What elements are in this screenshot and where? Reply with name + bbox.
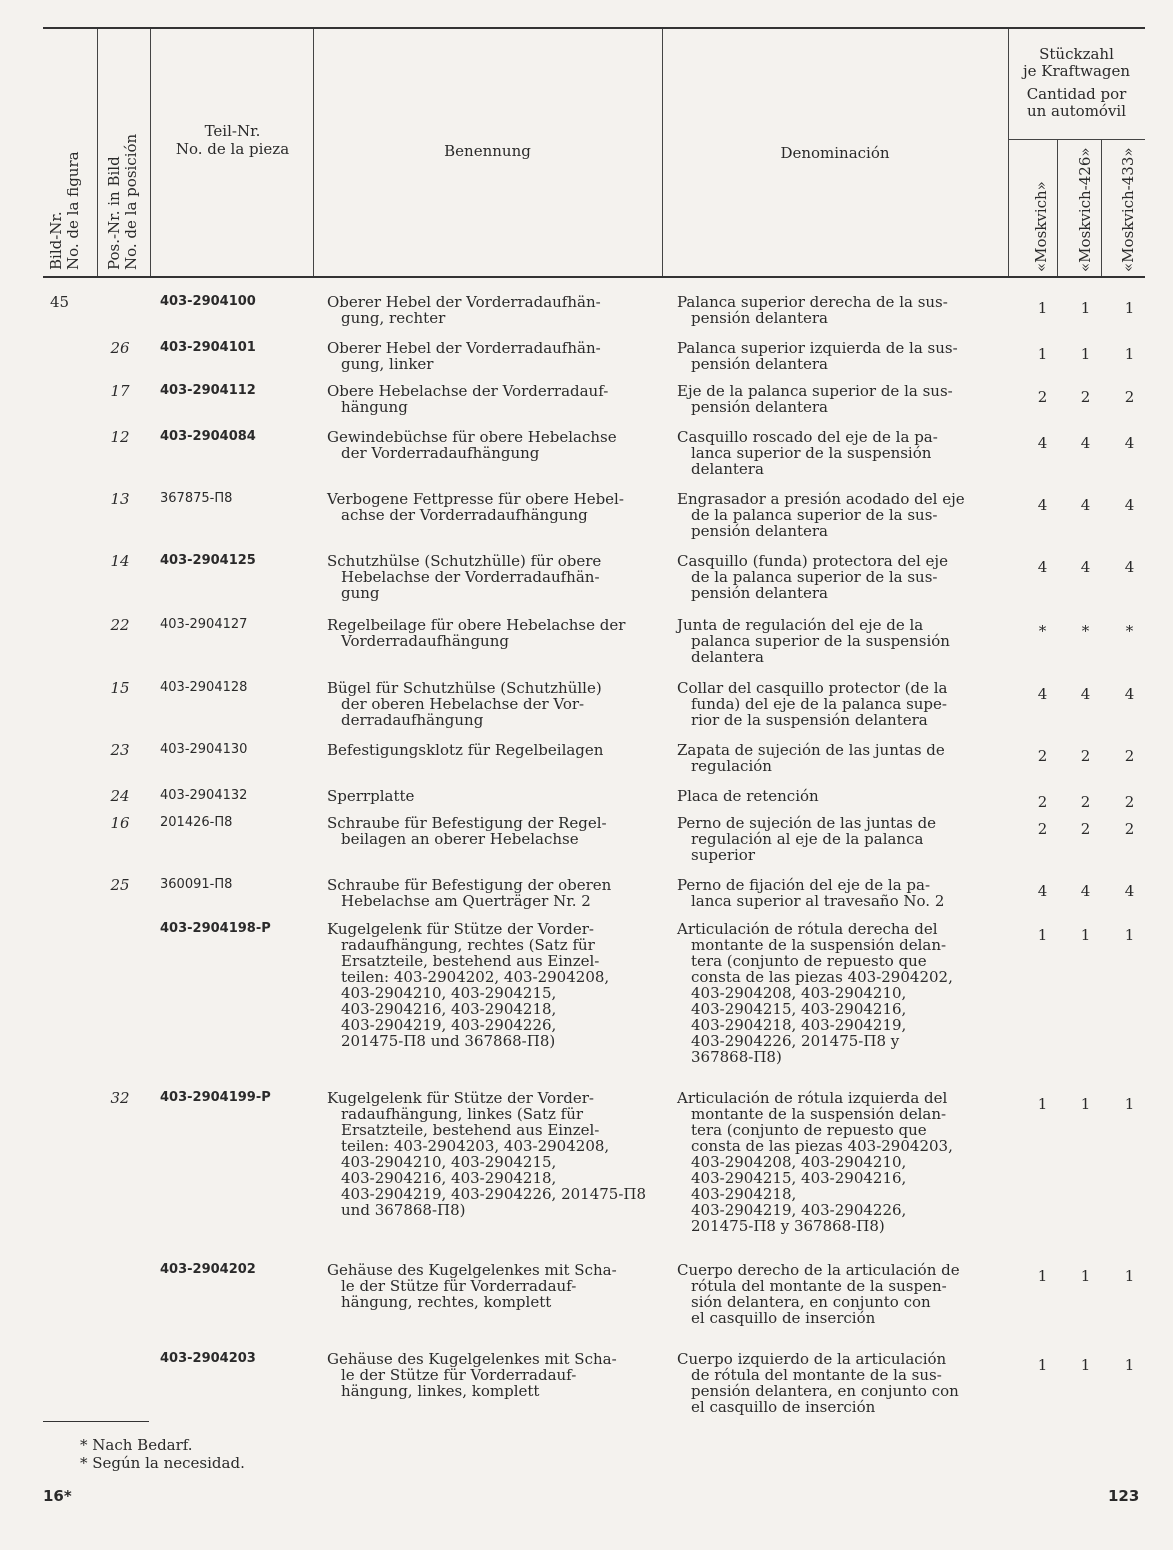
qty-moskvich-426: 4 <box>1080 558 1091 576</box>
footnote-german: * Nach Bedarf. <box>80 1436 193 1454</box>
teil-nr: 367875-П8 <box>160 491 233 506</box>
benennung-line: hängung, rechtes, komplett <box>341 1293 552 1311</box>
col-divider <box>1057 139 1058 276</box>
benennung-line: gung, rechter <box>341 309 446 327</box>
teil-nr: 403-2904084 <box>160 429 256 444</box>
denominacion-line: pensión delantera <box>691 584 828 602</box>
benennung-line: Gehäuse des Kugelgelenkes mit Scha- <box>327 1350 617 1368</box>
header-pos: Pos.-Nr. in Bild No. de la posición <box>105 133 140 270</box>
denominacion-line: Palanca superior derecha de la sus- <box>677 293 948 311</box>
denominacion-line: Cuerpo izquierdo de la articulación <box>677 1350 947 1368</box>
denominacion <box>677 491 995 539</box>
denominacion-line: consta de las piezas 403-2904202, <box>691 968 953 986</box>
benennung-line: 403-2904219, 403-2904226, 201475-П8 <box>341 1185 647 1203</box>
page-signature: 16* <box>43 1487 72 1505</box>
qty-moskvich-426: * <box>1081 622 1090 640</box>
denominacion-line: rior de la suspensión delantera <box>691 711 928 729</box>
denominacion-line: Perno de fijación del eje de la pa- <box>677 876 931 894</box>
denominacion <box>677 742 995 774</box>
qty-moskvich-433: 1 <box>1124 345 1135 363</box>
qty-moskvich-426: 1 <box>1080 299 1091 317</box>
denominacion-line: lanca superior de la suspensión <box>691 444 932 462</box>
benennung-line: derradaufhängung <box>341 711 484 729</box>
qty-moskvich-426: 4 <box>1080 882 1091 900</box>
qty-moskvich: 2 <box>1037 388 1048 406</box>
qty-moskvich-426: 2 <box>1080 388 1091 406</box>
benennung-line: Regelbeilage für obere Hebelachse der <box>327 616 626 634</box>
benennung <box>327 877 647 909</box>
benennung <box>327 553 647 601</box>
denominacion-line: de rótula del montante de la sus- <box>691 1366 942 1384</box>
header-stueckzahl: Stückzahl je Kraftwagen Cantidad por un automóvil <box>1022 45 1131 120</box>
teil-nr: 403-2904132 <box>160 788 248 803</box>
teil-nr: 403-2904112 <box>160 383 256 398</box>
qty-moskvich-426: 4 <box>1080 434 1091 452</box>
denominacion-line: lanca superior al travesaño No. 2 <box>691 892 945 910</box>
benennung-line: der Vorderradaufhängung <box>341 444 540 462</box>
denominacion-line: 403-2904219, 403-2904226, <box>691 1201 907 1219</box>
denominacion-line: tera (conjunto de repuesto que <box>691 1121 927 1139</box>
teil-nr: 403-2904128 <box>160 680 248 695</box>
benennung-line: Verbogene Fettpresse für obere Hebel- <box>327 490 624 508</box>
denominacion-line: consta de las piezas 403-2904203, <box>691 1137 953 1155</box>
benennung-line: Oberer Hebel der Vorderradaufhän- <box>327 339 601 357</box>
benennung-line: 201475-П8 und 367868-П8) <box>341 1032 556 1050</box>
qty-moskvich: 4 <box>1037 558 1048 576</box>
benennung-line: Vorderradaufhängung <box>341 632 509 650</box>
qty-moskvich-433: 2 <box>1124 820 1135 838</box>
pos-nr: 16 <box>110 814 130 832</box>
denominacion-line: montante de la suspensión delan- <box>691 1105 947 1123</box>
denominacion-line: Engrasador a presión acodado del eje <box>677 490 965 508</box>
pos-nr: 14 <box>110 552 130 570</box>
pos-nr: 12 <box>110 428 130 446</box>
denominacion <box>677 294 995 326</box>
benennung-line: le der Stütze für Vorderradauf- <box>341 1277 577 1295</box>
benennung-line: gung <box>341 584 380 602</box>
qty-moskvich: 1 <box>1037 1267 1048 1285</box>
denominacion-line: 403-2904215, 403-2904216, <box>691 1000 907 1018</box>
denominacion-line: pensión delantera <box>691 309 828 327</box>
qty-moskvich-433: 4 <box>1124 496 1135 514</box>
denominacion-line: el casquillo de inserción <box>691 1398 876 1416</box>
qty-moskvich: 4 <box>1037 434 1048 452</box>
benennung-line: radaufhängung, rechtes (Satz für <box>341 936 595 954</box>
denominacion <box>677 680 995 728</box>
teil-nr: 403-2904100 <box>160 294 256 309</box>
header-model-3: «Moskvich-433» <box>1119 147 1137 272</box>
denominacion-line: 201475-П8 y 367868-П8) <box>691 1217 885 1235</box>
denominacion-line: superior <box>691 846 756 864</box>
qty-moskvich: 2 <box>1037 747 1048 765</box>
denominacion-line: Zapata de sujeción de las juntas de <box>677 741 945 759</box>
qty-moskvich-433: 2 <box>1124 388 1135 406</box>
benennung-line: Ersatzteile, bestehend aus Einzel- <box>341 1121 600 1139</box>
benennung <box>327 383 647 415</box>
header-subrule <box>1008 139 1145 140</box>
denominacion-line: Articulación de rótula derecha del <box>677 920 938 938</box>
qty-moskvich: 1 <box>1037 345 1048 363</box>
denominacion <box>677 383 995 415</box>
benennung-line: Hebelachse der Vorderradaufhän- <box>341 568 600 586</box>
pos-nr: 25 <box>110 876 130 894</box>
denominacion-line: el casquillo de inserción <box>691 1309 876 1327</box>
col-divider <box>150 29 151 276</box>
denominacion-line: palanca superior de la suspensión <box>691 632 950 650</box>
pos-nr: 22 <box>110 616 130 634</box>
benennung <box>327 1262 647 1310</box>
benennung-line: teilen: 403-2904202, 403-2904208, <box>341 968 610 986</box>
qty-moskvich-433: 1 <box>1124 299 1135 317</box>
denominacion-line: montante de la suspensión delan- <box>691 936 947 954</box>
benennung-line: Kugelgelenk für Stütze der Vorder- <box>327 920 594 938</box>
denominacion-line: de la palanca superior de la sus- <box>691 506 938 524</box>
denominacion-line: pensión delantera <box>691 522 828 540</box>
benennung-line: 403-2904216, 403-2904218, <box>341 1169 557 1187</box>
denominacion-line: pensión delantera <box>691 398 828 416</box>
teil-nr: 201426-П8 <box>160 815 233 830</box>
pos-nr: 26 <box>110 339 130 357</box>
teil-nr: 403-2904198-P <box>160 921 271 936</box>
benennung <box>327 491 647 523</box>
qty-moskvich-426: 2 <box>1080 820 1091 838</box>
denominacion-line: Collar del casquillo protector (de la <box>677 679 948 697</box>
qty-moskvich-426: 1 <box>1080 1267 1091 1285</box>
denominacion <box>677 877 995 909</box>
denominacion <box>677 1090 995 1234</box>
qty-moskvich-426: 1 <box>1080 1095 1091 1113</box>
header-bottom-rule <box>43 276 1145 278</box>
benennung-line: Gewindebüchse für obere Hebelachse <box>327 428 617 446</box>
teil-nr: 403-2904130 <box>160 742 248 757</box>
teil-nr: 403-2904202 <box>160 1262 256 1277</box>
teil-nr: 403-2904101 <box>160 340 256 355</box>
bild-nr: 45 <box>50 293 70 311</box>
benennung-line: radaufhängung, linkes (Satz für <box>341 1105 584 1123</box>
denominacion-line: Articulación de rótula izquierda del <box>677 1089 948 1107</box>
denominacion-line: rótula del montante de la suspen- <box>691 1277 947 1295</box>
teil-nr: 360091-П8 <box>160 877 233 892</box>
teil-nr: 403-2904127 <box>160 617 248 632</box>
denominacion-line: 403-2904215, 403-2904216, <box>691 1169 907 1187</box>
qty-moskvich-433: 1 <box>1124 1356 1135 1374</box>
pos-nr: 23 <box>110 741 130 759</box>
qty-moskvich-433: 1 <box>1124 1267 1135 1285</box>
qty-moskvich: * <box>1038 622 1047 640</box>
benennung <box>327 429 647 461</box>
benennung <box>327 921 647 1049</box>
denominacion <box>677 788 995 804</box>
denominacion <box>677 553 995 601</box>
benennung-line: Hebelachse am Querträger Nr. 2 <box>341 892 591 910</box>
benennung-line: 403-2904210, 403-2904215, <box>341 1153 557 1171</box>
top-rule <box>43 27 1145 29</box>
denominacion-line: delantera <box>691 648 764 666</box>
qty-moskvich-433: 1 <box>1124 926 1135 944</box>
benennung <box>327 617 647 649</box>
denominacion-line: funda) del eje de la palanca supe- <box>691 695 947 713</box>
benennung-line: Befestigungsklotz für Regelbeilagen <box>327 741 604 759</box>
pos-nr: 13 <box>110 490 130 508</box>
qty-moskvich-433: 4 <box>1124 685 1135 703</box>
benennung-line: hängung <box>341 398 408 416</box>
denominacion-line: 403-2904208, 403-2904210, <box>691 984 907 1002</box>
denominacion-line: Eje de la palanca superior de la sus- <box>677 382 953 400</box>
benennung-line: Sperrplatte <box>327 787 415 805</box>
denominacion-line: delantera <box>691 460 764 478</box>
benennung-line: Oberer Hebel der Vorderradaufhän- <box>327 293 601 311</box>
denominacion-line: pensión delantera <box>691 355 828 373</box>
qty-moskvich-433: 4 <box>1124 434 1135 452</box>
denominacion <box>677 340 995 372</box>
teil-nr: 403-2904203 <box>160 1351 256 1366</box>
denominacion <box>677 921 995 1065</box>
denominacion <box>677 429 995 477</box>
denominacion-line: 403-2904218, 403-2904219, <box>691 1016 907 1034</box>
qty-moskvich: 1 <box>1037 1356 1048 1374</box>
benennung-line: Gehäuse des Kugelgelenkes mit Scha- <box>327 1261 617 1279</box>
qty-moskvich: 1 <box>1037 926 1048 944</box>
benennung-line: 403-2904216, 403-2904218, <box>341 1000 557 1018</box>
benennung-line: 403-2904210, 403-2904215, <box>341 984 557 1002</box>
benennung <box>327 680 647 728</box>
qty-moskvich: 2 <box>1037 820 1048 838</box>
benennung <box>327 294 647 326</box>
benennung <box>327 1351 647 1399</box>
qty-moskvich-433: * <box>1125 622 1134 640</box>
header-benennung: Benennung <box>444 142 531 160</box>
denominacion <box>677 1262 995 1326</box>
denominacion <box>677 1351 995 1415</box>
pos-nr: 15 <box>110 679 130 697</box>
benennung-line: gung, linker <box>341 355 434 373</box>
qty-moskvich-426: 2 <box>1080 793 1091 811</box>
benennung <box>327 815 647 847</box>
benennung <box>327 340 647 372</box>
denominacion-line: de la palanca superior de la sus- <box>691 568 938 586</box>
pos-nr: 24 <box>110 787 130 805</box>
denominacion-line: sión delantera, en conjunto con <box>691 1293 931 1311</box>
qty-moskvich-433: 1 <box>1124 1095 1135 1113</box>
benennung-line: der oberen Hebelachse der Vor- <box>341 695 585 713</box>
denominacion-line: Perno de sujeción de las juntas de <box>677 814 937 832</box>
denominacion-line: Cuerpo derecho de la articulación de <box>677 1261 960 1279</box>
qty-moskvich-426: 4 <box>1080 496 1091 514</box>
denominacion <box>677 617 995 665</box>
qty-moskvich-433: 2 <box>1124 747 1135 765</box>
benennung-line: Schutzhülse (Schutzhülle) für obere <box>327 552 602 570</box>
benennung <box>327 1090 647 1218</box>
denominacion-line: Casquillo roscado del eje de la pa- <box>677 428 938 446</box>
footnote-spanish: * Según la necesidad. <box>80 1454 245 1472</box>
qty-moskvich-426: 4 <box>1080 685 1091 703</box>
denominacion-line: 403-2904218, <box>691 1185 797 1203</box>
denominacion-line: 403-2904226, 201475-П8 y <box>691 1032 900 1050</box>
qty-moskvich-433: 4 <box>1124 558 1135 576</box>
header-model-1: «Moskvich» <box>1032 181 1050 272</box>
benennung-line: beilagen an oberer Hebelachse <box>341 830 579 848</box>
footnote-rule <box>43 1421 149 1422</box>
denominacion-line: 367868-П8) <box>691 1048 782 1066</box>
col-divider <box>1101 139 1102 276</box>
header-teil: Teil-Nr. No. de la pieza <box>175 122 290 158</box>
qty-moskvich-433: 4 <box>1124 882 1135 900</box>
denominacion-line: Junta de regulación del eje de la <box>677 616 924 634</box>
benennung <box>327 742 647 758</box>
denominacion-line: tera (conjunto de repuesto que <box>691 952 927 970</box>
qty-moskvich-426: 1 <box>1080 345 1091 363</box>
benennung-line: achse der Vorderradaufhängung <box>341 506 588 524</box>
col-divider <box>97 29 98 276</box>
teil-nr: 403-2904199-P <box>160 1090 271 1105</box>
benennung-line: Kugelgelenk für Stütze der Vorder- <box>327 1089 594 1107</box>
denominacion-line: Placa de retención <box>677 787 819 805</box>
header-bild: Bild-Nr. No. de la figura <box>47 151 82 270</box>
benennung-line: teilen: 403-2904203, 403-2904208, <box>341 1137 610 1155</box>
benennung-line: Schraube für Befestigung der oberen <box>327 876 612 894</box>
qty-moskvich: 1 <box>1037 299 1048 317</box>
benennung-line: le der Stütze für Vorderradauf- <box>341 1366 577 1384</box>
qty-moskvich-426: 1 <box>1080 926 1091 944</box>
qty-moskvich-426: 1 <box>1080 1356 1091 1374</box>
qty-moskvich: 2 <box>1037 793 1048 811</box>
denominacion-line: regulación <box>691 757 772 775</box>
denominacion <box>677 815 995 863</box>
qty-moskvich-426: 2 <box>1080 747 1091 765</box>
qty-moskvich: 4 <box>1037 882 1048 900</box>
benennung-line: Bügel für Schutzhülse (Schutzhülle) <box>327 679 602 697</box>
header-denominacion: Denominación <box>780 144 890 162</box>
pos-nr: 32 <box>110 1089 130 1107</box>
benennung-line: Schraube für Befestigung der Regel- <box>327 814 607 832</box>
qty-moskvich: 4 <box>1037 496 1048 514</box>
denominacion-line: pensión delantera, en conjunto con <box>691 1382 959 1400</box>
benennung-line: hängung, linkes, komplett <box>341 1382 540 1400</box>
pos-nr: 17 <box>110 382 130 400</box>
benennung-line: Obere Hebelachse der Vorderradauf- <box>327 382 609 400</box>
denominacion-line: Casquillo (funda) protectora del eje <box>677 552 948 570</box>
teil-nr: 403-2904125 <box>160 553 256 568</box>
benennung-line: 403-2904219, 403-2904226, <box>341 1016 557 1034</box>
qty-moskvich: 4 <box>1037 685 1048 703</box>
denominacion-line: 403-2904208, 403-2904210, <box>691 1153 907 1171</box>
benennung <box>327 788 647 804</box>
qty-moskvich: 1 <box>1037 1095 1048 1113</box>
page-number: 123 <box>1108 1487 1140 1505</box>
benennung-line: Ersatzteile, bestehend aus Einzel- <box>341 952 600 970</box>
denominacion-line: Palanca superior izquierda de la sus- <box>677 339 958 357</box>
header-model-2: «Moskvich-426» <box>1076 147 1094 272</box>
benennung-line: und 367868-П8) <box>341 1201 466 1219</box>
denominacion-line: regulación al eje de la palanca <box>691 830 924 848</box>
qty-moskvich-433: 2 <box>1124 793 1135 811</box>
